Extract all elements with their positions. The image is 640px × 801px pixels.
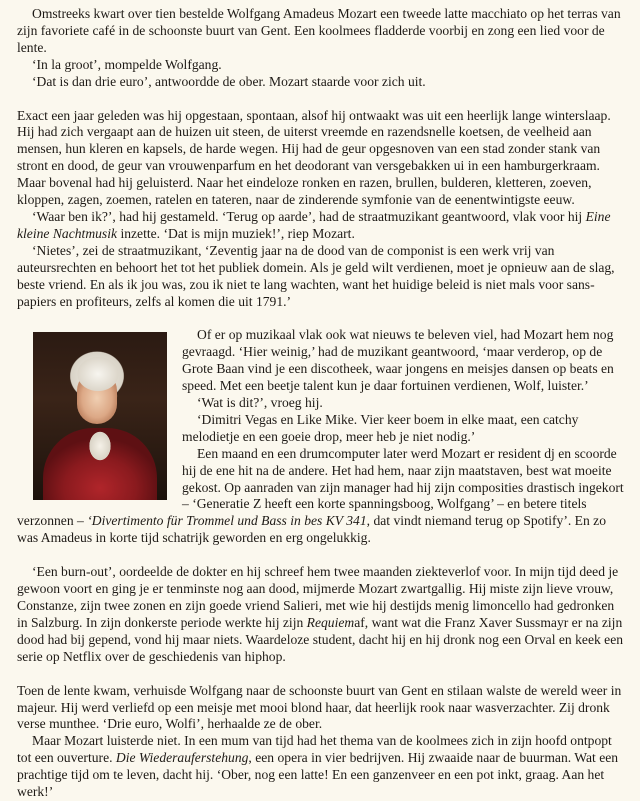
emphasis-title: Eine kleine Nachtmusik [17, 208, 611, 241]
paragraph-gap [17, 547, 624, 564]
paragraph-dimitri: ‘Dimitri Vegas en Like Mike. Vier keer boem in elke maat, een catchy melodietje en een goeie drop, meer heb je niet nodig.’ [182, 411, 579, 444]
mozart-portrait-image [33, 332, 167, 500]
paragraph-gap [17, 310, 624, 327]
story-text [17, 6, 624, 801]
paragraph-burnout: ‘Een burn-out’, oordeelde de dokter en hij schreef hem twee maanden ziekteverlof voor. In mijn tijd deed je gewoon voort en ging je er tenminste nog aan dood, mijmerde Mozart zwartgallig. Hij miste zijn lieve vrouw, Constanze, zijn twee zonen en zijn goede vriend Salieri, met wie hij destijds menig limoncello had gedronken in Salzburg. In zijn donkerste periode werkte hij zijn Requiemaf, want wat die Franz Xaver Sussmayr er na zijn dood had bij gepend, vond hij maar niets. Waardeloze student, dacht hij en hij dronk nog een Orval en keek een serie op Netflix over de geschiedenis van hiphop. [17, 564, 624, 664]
paragraph-lente: Toen de lente kwam, verhuisde Wolfgang naar de schoonste buurt van Gent en stilaan walste de wereld weer in majeur. Hij werd verliefd op een meisje met mooi blond haar, dat heerlijk rook naar wasverzachter. Zij dronk verse munthee. ‘Drie euro, Wolfi’, herhaalde ze de ober. [17, 682, 622, 732]
paragraph-maar: Maar Mozart luisterde niet. In een mum van tijd had het thema van de koolmees zich in zijn hoofd ontpopt tot een ouverture. Die Wiederauferstehung, een opera in vier bedrijven. Hij zwaaide naar de buurman. Wat een prachtige tijd om te leven, dacht hij. ‘Ober, nog een latte! En een ganzenveer en een pot inkt, graag. Aan het werk!’ [17, 733, 619, 800]
paragraph-muzikaal: Of er op muzikaal vlak ook wat nieuws te beleven viel, had Mozart hem nog gevraagd. ‘Hier weinig,’ had de muzikant geantwoord, ‘maar verderop, op de Grote Baan vind je een discotheek, waar jongens en meisjes dansen op beats en speed. Met een beetje talent kun je daar fortuinen verdienen, Wolf, luister.’ [182, 327, 614, 394]
paragraph-maand: Een maand en een drumcomputer later werd Mozart er resident dj en scoorde hij de ene hit na de andere. Het had hem, naar zijn maatstaven, best wat moeite gekost. Op aanraden van zijn manager had hij zijn composities drastisch ingekort – ‘Generatie Z heeft een korte spanningsboog, Wolfgang’ – en betere titels verzonnen – ‘Divertimento für Trommel und Bass in bes KV 341, dat vindt niemand terug op Spotify’. En zo was Amadeus in korte tijd schatrijk geworden en erg ongelukkig. [17, 445, 624, 546]
paragraph-drie-euro: ‘Dat is dan drie euro’, antwoordde de ober. Mozart staarde voor zich uit. [32, 73, 426, 89]
paragraph-nietes: ‘Nietes’, zei de straatmuzikant, ‘Zeventig jaar na de dood van de componist is een werk vrij van auteursrechten en behoort het tot het publiek domein. Als je geld wilt verdienen, moet je opnieuw aan de slag, beste vriend. En als ik jou was, zou ik niet te lang wachten, want het huidige beleid is niet mals voor sans-papiers en profiteurs, zelfs al komen die uit 1791.’ [17, 242, 615, 309]
paragraph-in-la-groot: ‘In la groot’, mompelde Wolfgang. [32, 56, 222, 72]
paragraph-waar: ‘Waar ben ik?’, had hij gestameld. ‘Terug op aarde’, had de straatmuzikant geantwoord, vlak voor hij Eine kleine Nachtmusik inzette. ‘Dat is mijn muziek!’, riep Mozart. [17, 208, 611, 241]
paragraph-intro: Omstreeks kwart over tien bestelde Wolfgang Amadeus Mozart een tweede latte macchiato op het terras van zijn favoriete café in de schoonste buurt van Gent. Een koolmees fladderde voorbij en zong een lied voor de lente. [17, 6, 621, 55]
paragraph-wat-is-dit: ‘Wat is dit?’, vroeg hij. [197, 395, 323, 411]
emphasis-title: Requiem [306, 614, 355, 630]
paragraph-gap [17, 91, 624, 108]
emphasis-title: Die Wiederauferstehung [115, 750, 249, 766]
paragraph-gap [17, 666, 624, 683]
emphasis-title: ‘Divertimento für Trommel und Bass in bes KV 341 [87, 513, 367, 529]
image-section [17, 327, 624, 547]
paragraph-exact: Exact een jaar geleden was hij opgestaan, spontaan, alsof hij ontwaakt was uit een heerlijk lange winterslaap. Hij had zich vergaapt aan de huizen uit steen, de uiterst vreemde en razendsnelle koetsen, de veelheid aan mensen, hun kleren en kapsels, de harde wegen. Hij had de geur opgesnoven van een stad zonder stank van stront en dood, de geur van vrouwenparfum en het deodorant van versgebakken ui in een hamburgerkraam. Maar bovenal had hij geluisterd. Naar het eindeloze ronken en razen, brullen, bulderen, kletteren, zoeven, kloppen, zagen, zoemen, ratelen en tateren, naar de zinderende symfonie van de eenentwintigste eeuw. [17, 107, 611, 208]
